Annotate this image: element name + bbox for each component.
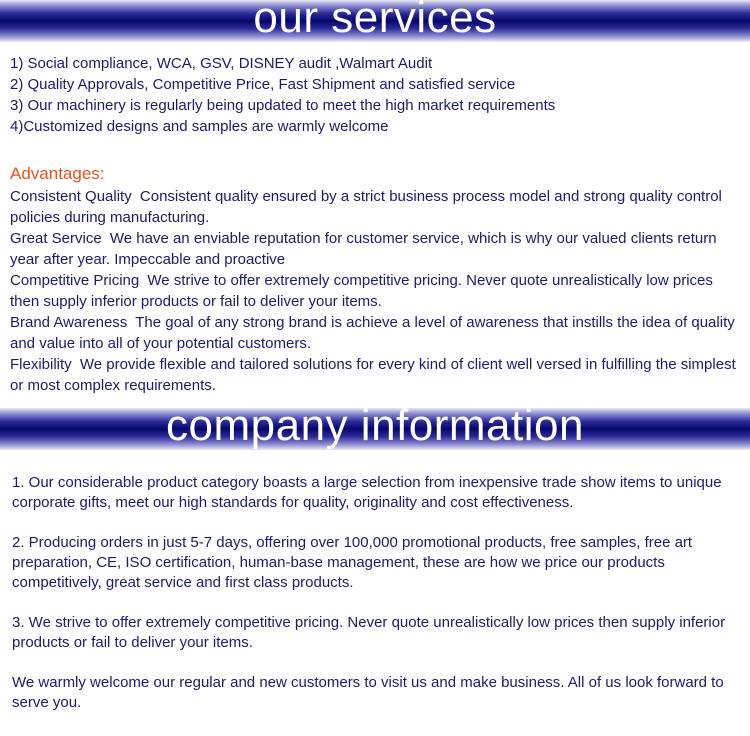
advantage-item bbox=[10, 186, 742, 228]
advantage-item bbox=[10, 228, 742, 270]
advantages-list bbox=[10, 186, 742, 396]
advantage-item bbox=[10, 354, 742, 396]
company-info bbox=[12, 473, 742, 733]
advantage-text: The goal of any strong brand is achieve a level of awareness that instills the idea of quality and value into all of your potential customers. bbox=[10, 314, 735, 352]
services-list bbox=[10, 53, 740, 137]
advantage-text: We provide flexible and tailored solutions for every kind of client well versed in fulfilling the simplest or most complex requirements. bbox=[10, 356, 736, 394]
advantage-item bbox=[10, 312, 742, 354]
service-item: 3) Our machinery is regularly being updated to meet the high market requirements bbox=[10, 97, 556, 114]
advantage-name: Great Service bbox=[10, 230, 102, 247]
advantage-name: Consistent Quality bbox=[10, 188, 132, 205]
advantage-name: Competitive Pricing bbox=[10, 272, 140, 289]
company-title: company information bbox=[166, 401, 584, 450]
advantage-text: We strive to offer extremely competitive pricing. Never quote unrealistically low prices then supply inferior products or fail to deliver your items. bbox=[10, 272, 713, 310]
company-paragraph: 2. Producing orders in just 5-7 days, offering over 100,000 promotional products, free samples, free art preparation, CE, ISO certification, human-base management, these are how we price our products competitively, great service and first class products. bbox=[12, 534, 693, 591]
service-item: 2) Quality Approvals, Competitive Price, Fast Shipment and satisfied service bbox=[10, 76, 516, 93]
service-item: 4)Customized designs and samples are warmly welcome bbox=[10, 118, 389, 135]
advantages-heading: Advantages: bbox=[10, 164, 105, 183]
company-paragraph: 3. We strive to offer extremely competitive pricing. Never quote unrealistically low prices then supply inferior products or fail to deliver your items. bbox=[12, 614, 726, 651]
company-paragraph: We warmly welcome our regular and new customers to visit us and make business. All of us look forward to serve you. bbox=[12, 674, 724, 711]
advantage-name: Brand Awareness bbox=[10, 314, 128, 331]
services-banner bbox=[0, 0, 750, 42]
company-paragraph: 1. Our considerable product category boasts a large selection from inexpensive trade show items to unique corporate gifts, meet our high standards for quality, originality and cost effectiveness. bbox=[12, 474, 722, 511]
advantage-item bbox=[10, 270, 742, 312]
service-item: 1) Social compliance, WCA, GSV, DISNEY audit ,Walmart Audit bbox=[10, 55, 433, 72]
advantage-name: Flexibility bbox=[10, 356, 72, 373]
advantage-text: Consistent quality ensured by a strict business process model and strong quality control policies during manufacturing. bbox=[10, 188, 722, 226]
services-title: our services bbox=[253, 0, 497, 42]
advantage-text: We have an enviable reputation for customer service, which is why our valued clients return year after year. Impeccable and proactive bbox=[10, 230, 717, 268]
company-banner bbox=[0, 401, 750, 450]
